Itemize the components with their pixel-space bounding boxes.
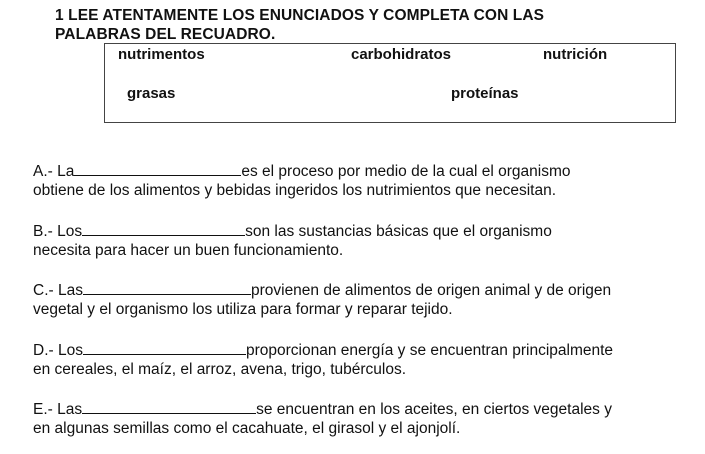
sentence-prefix: E.- Las: [33, 401, 83, 418]
word-bank-item: nutrimentos: [118, 46, 205, 63]
sentence-b: [33, 222, 673, 260]
sentence-c-line-2: vegetal y el organismo los utiliza para formar y reparar tejido.: [33, 301, 453, 318]
word-bank-item: proteínas: [451, 85, 519, 102]
answer-blank[interactable]: [74, 162, 241, 176]
sentence-prefix: C.- Las: [33, 282, 83, 299]
sentence-prefix: B.- Los: [33, 223, 83, 240]
instructions-heading: [55, 6, 655, 44]
sentence-e-line-1: [33, 400, 673, 419]
instructions-line-1: 1 LEE ATENTAMENTE LOS ENUNCIADOS Y COMPLETA CON LAS: [55, 7, 545, 24]
word-bank-box: [104, 43, 676, 123]
sentence-text: se encuentran en los aceites, en ciertos vegetales y: [256, 401, 612, 418]
word-bank-item: nutrición: [543, 46, 608, 63]
sentence-text: son las sustancias básicas que el organismo: [245, 223, 552, 240]
sentence-a-line-1: [33, 162, 673, 181]
sentence-prefix: A.- La: [33, 163, 75, 180]
sentence-text: proporcionan energía y se encuentran principalmente: [245, 342, 614, 359]
sentence-c-line-1: [33, 281, 673, 300]
sentence-e-line-2: en algunas semillas como el cacahuate, el girasol y el ajonjolí.: [33, 420, 461, 437]
answer-blank[interactable]: [83, 281, 251, 295]
sentence-prefix: D.- Los: [33, 342, 83, 359]
sentence-b-line-2: necesita para hacer un buen funcionamiento.: [33, 242, 344, 259]
sentence-d-line-1: [33, 341, 673, 360]
answer-blank[interactable]: [82, 400, 256, 414]
sentence-text: provienen de alimentos de origen animal y de origen: [250, 282, 612, 299]
sentence-a-line-2: obtiene de los alimentos y bebidas ingeridos los nutrimientos que necesitan.: [33, 182, 557, 199]
sentence-d-line-2: en cereales, el maíz, el arroz, avena, trigo, tubérculos.: [33, 361, 407, 378]
instructions-line-2: PALABRAS DEL RECUADRO.: [55, 26, 276, 43]
sentence-b-line-1: [33, 222, 673, 241]
answer-blank[interactable]: [82, 222, 245, 236]
sentence-text: es el proceso por medio de la cual el organismo: [241, 163, 571, 180]
sentence-e: [33, 400, 673, 438]
sentence-a: [33, 162, 673, 200]
word-bank-item: carbohidratos: [351, 46, 452, 63]
answer-blank[interactable]: [83, 341, 246, 355]
sentence-c: [33, 281, 673, 319]
sentence-d: [33, 341, 673, 379]
word-bank-item: grasas: [127, 85, 176, 102]
